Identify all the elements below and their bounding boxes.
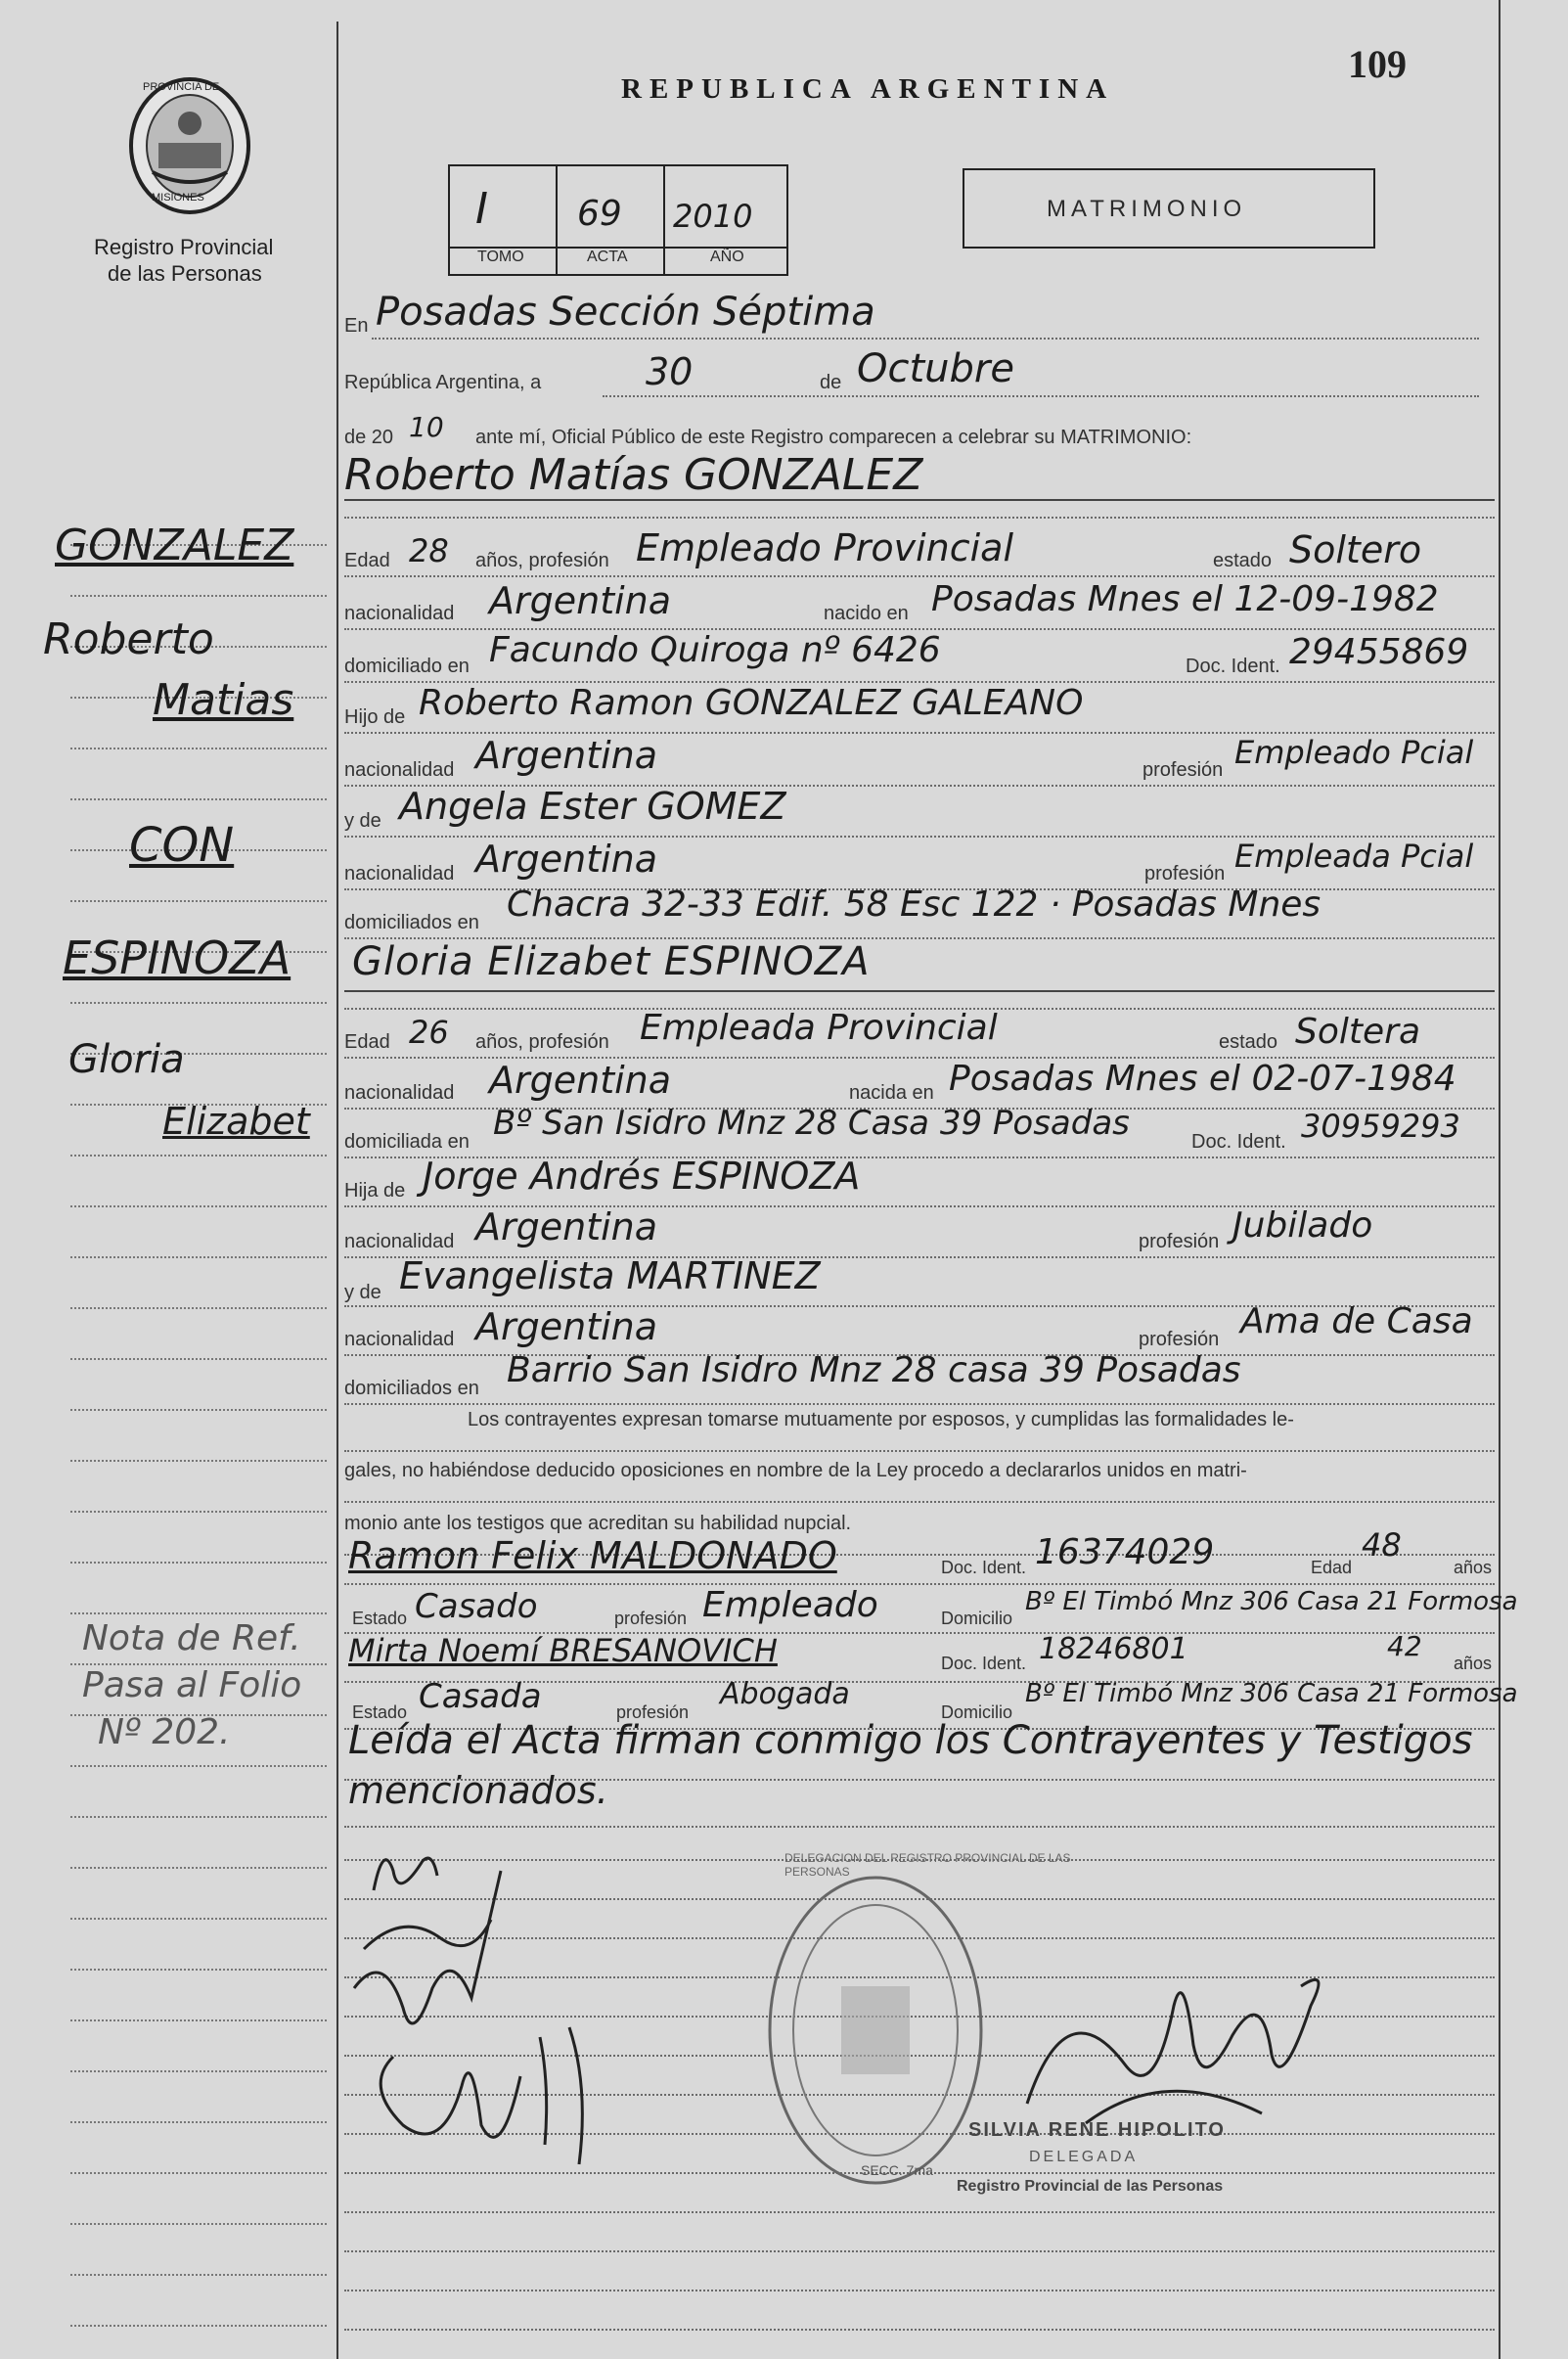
groom-full-name: Roberto Matías GONZALEZ bbox=[344, 450, 923, 500]
witness1-doc-label: Doc. Ident. bbox=[941, 1558, 1027, 1577]
margin-dotted-line bbox=[70, 1307, 327, 1309]
groom-doc-label: Doc. Ident. bbox=[1186, 656, 1280, 677]
groom-nac-label: nacionalidad bbox=[344, 603, 455, 624]
day-value: 30 bbox=[646, 350, 694, 393]
groom-estado: Soltero bbox=[1289, 528, 1422, 571]
signatures-left bbox=[344, 1832, 618, 2184]
groom-parents-dom: Chacra 32-33 Edif. 58 Esc 122 · Posadas Mnes bbox=[507, 885, 1322, 925]
groom-edad: 28 bbox=[409, 532, 449, 569]
witness2-anos-label: años bbox=[1454, 1654, 1493, 1673]
groom-nacido-label: nacido en bbox=[824, 603, 909, 624]
margin-dotted-line bbox=[70, 1511, 327, 1513]
place-value: Posadas Sección Séptima bbox=[376, 290, 875, 335]
bride-nacida-label: nacida en bbox=[849, 1082, 934, 1104]
groom-profesion: Empleado Provincial bbox=[636, 526, 1014, 569]
registry-line1: Registro Provincial bbox=[94, 235, 274, 259]
declaration-line3: monio ante los testigos que acreditan su habilidad nupcial. bbox=[344, 1513, 852, 1534]
groom-father-nac-label: nacionalidad bbox=[344, 759, 455, 781]
groom-estado-label: estado bbox=[1213, 550, 1273, 571]
signature-area-line bbox=[344, 2250, 1495, 2252]
bride-father-prof: Jubilado bbox=[1232, 1205, 1373, 1246]
year-suffix: 10 bbox=[409, 411, 444, 443]
witness1-name: Ramon Felix MALDONADO bbox=[348, 1534, 837, 1577]
witness1-prof-label: profesión bbox=[614, 1609, 688, 1628]
en-label: En bbox=[344, 315, 369, 337]
country-title: REPUBLICA ARGENTINA bbox=[621, 73, 1115, 105]
groom-dom-label: domiciliado en bbox=[344, 656, 470, 677]
margin-dotted-line bbox=[70, 798, 327, 800]
margin-bride-name2: Elizabet bbox=[162, 1100, 310, 1143]
margin-dotted-line bbox=[70, 2223, 327, 2225]
bride-prof-label: años, profesión bbox=[475, 1031, 609, 1053]
closing-line1: Leída el Acta firman conmigo los Contrayentes y Testigos bbox=[348, 1718, 1473, 1763]
record-type-box bbox=[963, 168, 1375, 249]
groom-nacionalidad: Argentina bbox=[489, 579, 672, 622]
margin-dotted-line bbox=[70, 1816, 327, 1818]
margin-dotted-line bbox=[70, 2325, 327, 2327]
declaration-line1: Los contrayentes expresan tomarse mutuamente por esposos, y cumplidas las formalidades le- bbox=[468, 1409, 1294, 1430]
witness2-domicilio: Bº El Timbó Mnz 306 Casa 21 Formosa bbox=[1025, 1679, 1518, 1708]
margin-divider bbox=[336, 22, 338, 2359]
margin-dotted-line bbox=[70, 1612, 327, 1614]
margin-note1: Nota de Ref. bbox=[82, 1618, 301, 1658]
signature-area-line bbox=[344, 2211, 1495, 2213]
witness1-edad-label: Edad bbox=[1311, 1558, 1353, 1577]
bride-nacida: Posadas Mnes el 02-07-1984 bbox=[949, 1059, 1456, 1099]
bride-nac-label: nacionalidad bbox=[344, 1082, 455, 1104]
groom-mother-prof: Empleada Pcial bbox=[1234, 838, 1474, 875]
margin-dotted-line bbox=[70, 2019, 327, 2021]
bride-mother-nac: Argentina bbox=[475, 1305, 658, 1348]
official-org: Registro Provincial de las Personas bbox=[957, 2178, 1224, 2195]
witness2-prof-label: profesión bbox=[616, 1702, 690, 1722]
official-name: SILVIA RENE HIPOLITO bbox=[968, 2119, 1226, 2141]
margin-dotted-line bbox=[70, 900, 327, 902]
right-border bbox=[1499, 0, 1501, 2359]
bride-full-name: Gloria Elizabet ESPINOZA bbox=[352, 939, 871, 984]
groom-prof-label: años, profesión bbox=[475, 550, 609, 571]
witness1-domicilio: Bº El Timbó Mnz 306 Casa 21 Formosa bbox=[1025, 1587, 1518, 1616]
signature-area-line bbox=[344, 2290, 1495, 2291]
round-stamp bbox=[763, 1869, 988, 2192]
margin-dotted-line bbox=[70, 2121, 327, 2123]
witness2-doc-label: Doc. Ident. bbox=[941, 1654, 1027, 1673]
groom-mother: Angela Ester GOMEZ bbox=[399, 785, 786, 828]
groom-father-prof: Empleado Pcial bbox=[1234, 734, 1474, 771]
groom-mother-prof-label: profesión bbox=[1144, 863, 1226, 885]
bride-domicilio: Bº San Isidro Mnz 28 Casa 39 Posadas bbox=[493, 1104, 1130, 1143]
margin-dotted-line bbox=[70, 1765, 327, 1767]
bride-father-nac: Argentina bbox=[475, 1205, 658, 1248]
witness2-name: Mirta Noemí BRESANOVICH bbox=[348, 1632, 778, 1669]
margin-dotted-line bbox=[70, 2172, 327, 2174]
groom-mother-nac-label: nacionalidad bbox=[344, 863, 455, 885]
groom-father-nac: Argentina bbox=[475, 734, 658, 777]
official-signature bbox=[1008, 1947, 1340, 2182]
margin-dotted-line bbox=[70, 1867, 327, 1869]
bride-mother-nac-label: nacionalidad bbox=[344, 1329, 455, 1350]
acta-value: 69 bbox=[577, 194, 622, 234]
bride-nacionalidad: Argentina bbox=[489, 1059, 672, 1102]
witness2-dom-label: Domicilio bbox=[941, 1702, 1013, 1722]
bride-estado-label: estado bbox=[1219, 1031, 1278, 1053]
bride-dom-label: domiciliada en bbox=[344, 1131, 470, 1153]
republica-label: República Argentina, a bbox=[344, 372, 542, 393]
groom-father-prof-label: profesión bbox=[1142, 759, 1224, 781]
groom-edad-label: Edad bbox=[344, 550, 390, 571]
margin-bride-name1: Gloria bbox=[68, 1037, 185, 1082]
bride-doc: 30959293 bbox=[1301, 1108, 1460, 1145]
signature-area-line bbox=[344, 2329, 1495, 2331]
witness2-estado-label: Estado bbox=[352, 1702, 408, 1722]
bride-mother-prof: Ama de Casa bbox=[1240, 1301, 1473, 1341]
tomo-label: TOMO bbox=[477, 249, 524, 265]
groom-nacido: Posadas Mnes el 12-09-1982 bbox=[931, 579, 1439, 619]
witness1-dom-label: Domicilio bbox=[941, 1609, 1013, 1628]
bride-mother-prof-label: profesión bbox=[1139, 1329, 1220, 1350]
margin-con: CON bbox=[129, 818, 235, 873]
folio-number: 109 bbox=[1348, 42, 1407, 86]
witness1-edad: 48 bbox=[1362, 1526, 1402, 1564]
intro-text: ante mí, Oficial Público de este Registro comparecen a celebrar su MATRIMONIO: bbox=[475, 427, 1192, 448]
margin-dotted-line bbox=[70, 1205, 327, 1207]
witness2-estado: Casada bbox=[419, 1677, 542, 1716]
margin-dotted-line bbox=[70, 2274, 327, 2276]
de-label: de bbox=[820, 372, 842, 393]
margin-dotted-line bbox=[70, 1002, 327, 1004]
bride-parents-dom-label: domiciliados en bbox=[344, 1378, 479, 1399]
bride-parents-dom: Barrio San Isidro Mnz 28 casa 39 Posadas bbox=[507, 1350, 1241, 1390]
witness1-estado-label: Estado bbox=[352, 1609, 408, 1628]
groom-yde-label: y de bbox=[344, 810, 381, 832]
seal-text-bottom: MISIONES bbox=[152, 192, 204, 204]
margin-dotted-line bbox=[70, 595, 327, 597]
round-stamp-text: DELEGACION DEL REGISTRO PROVINCIAL DE LAS PERSONAS bbox=[784, 1851, 1071, 1879]
record-number-box bbox=[448, 164, 788, 276]
declaration-line2: gales, no habiéndose deducido oposiciones en nombre de la Ley procedo a declararlos unidos en matri- bbox=[344, 1460, 1247, 1481]
margin-note2: Pasa al Folio bbox=[82, 1665, 302, 1705]
margin-note3: Nº 202. bbox=[98, 1712, 231, 1752]
bride-estado: Soltera bbox=[1295, 1012, 1421, 1052]
margin-groom-surname: GONZALEZ bbox=[55, 521, 294, 570]
margin-dotted-line bbox=[70, 1155, 327, 1157]
groom-mother-nac: Argentina bbox=[475, 838, 658, 881]
bride-hija-label: Hija de bbox=[344, 1180, 406, 1202]
registry-line2: de las Personas bbox=[108, 261, 262, 286]
witness1-doc: 16374029 bbox=[1035, 1532, 1215, 1572]
witness2-doc: 18246801 bbox=[1039, 1632, 1188, 1666]
margin-dotted-line bbox=[70, 1358, 327, 1360]
anio-label: AÑO bbox=[710, 249, 744, 265]
groom-domicilio: Facundo Quiroga nº 6426 bbox=[489, 630, 941, 670]
witness1-estado: Casado bbox=[415, 1587, 538, 1626]
witness1-anos-label: años bbox=[1454, 1558, 1493, 1577]
margin-dotted-line bbox=[70, 1256, 327, 1258]
official-title: DELEGADA bbox=[1029, 2149, 1139, 2165]
bride-doc-label: Doc. Ident. bbox=[1191, 1131, 1286, 1153]
groom-parents-dom-label: domiciliados en bbox=[344, 912, 479, 933]
margin-groom-name1: Roberto bbox=[43, 614, 214, 664]
margin-dotted-line bbox=[70, 1918, 327, 1920]
closing-line2: mencionados. bbox=[348, 1769, 608, 1812]
anio-value: 2010 bbox=[673, 198, 753, 235]
bride-father-prof-label: profesión bbox=[1139, 1231, 1220, 1252]
margin-bride-surname: ESPINOZA bbox=[63, 931, 291, 984]
margin-groom-name2: Matias bbox=[153, 675, 294, 725]
bride-edad-label: Edad bbox=[344, 1031, 390, 1053]
groom-doc: 29455869 bbox=[1289, 632, 1469, 672]
margin-dotted-line bbox=[70, 1562, 327, 1564]
record-type: MATRIMONIO bbox=[1047, 196, 1247, 222]
groom-father: Roberto Ramon GONZALEZ GALEANO bbox=[419, 683, 1084, 723]
margin-dotted-line bbox=[70, 748, 327, 749]
witness2-edad: 42 bbox=[1387, 1630, 1422, 1662]
bride-father: Jorge Andrés ESPINOZA bbox=[423, 1155, 861, 1198]
margin-dotted-line bbox=[70, 1460, 327, 1462]
acta-label: ACTA bbox=[587, 249, 628, 265]
margin-dotted-line bbox=[70, 1409, 327, 1411]
year-prefix: de 20 bbox=[344, 427, 394, 448]
groom-hijo-label: Hijo de bbox=[344, 706, 406, 728]
bride-profesion: Empleada Provincial bbox=[640, 1008, 998, 1048]
bride-edad: 26 bbox=[409, 1014, 449, 1051]
bride-father-nac-label: nacionalidad bbox=[344, 1231, 455, 1252]
bride-mother: Evangelista MARTINEZ bbox=[399, 1254, 821, 1297]
margin-dotted-line bbox=[70, 2070, 327, 2072]
witness2-profesion: Abogada bbox=[720, 1677, 850, 1711]
seal-text-top: PROVINCIA DE bbox=[143, 81, 220, 93]
witness1-profesion: Empleado bbox=[702, 1585, 878, 1625]
month-value: Octubre bbox=[857, 346, 1014, 391]
margin-dotted-line bbox=[70, 1969, 327, 1971]
round-stamp-center: SECC. 7ma bbox=[861, 2162, 933, 2178]
bride-yde-label: y de bbox=[344, 1282, 381, 1303]
tomo-value: I bbox=[475, 184, 488, 234]
